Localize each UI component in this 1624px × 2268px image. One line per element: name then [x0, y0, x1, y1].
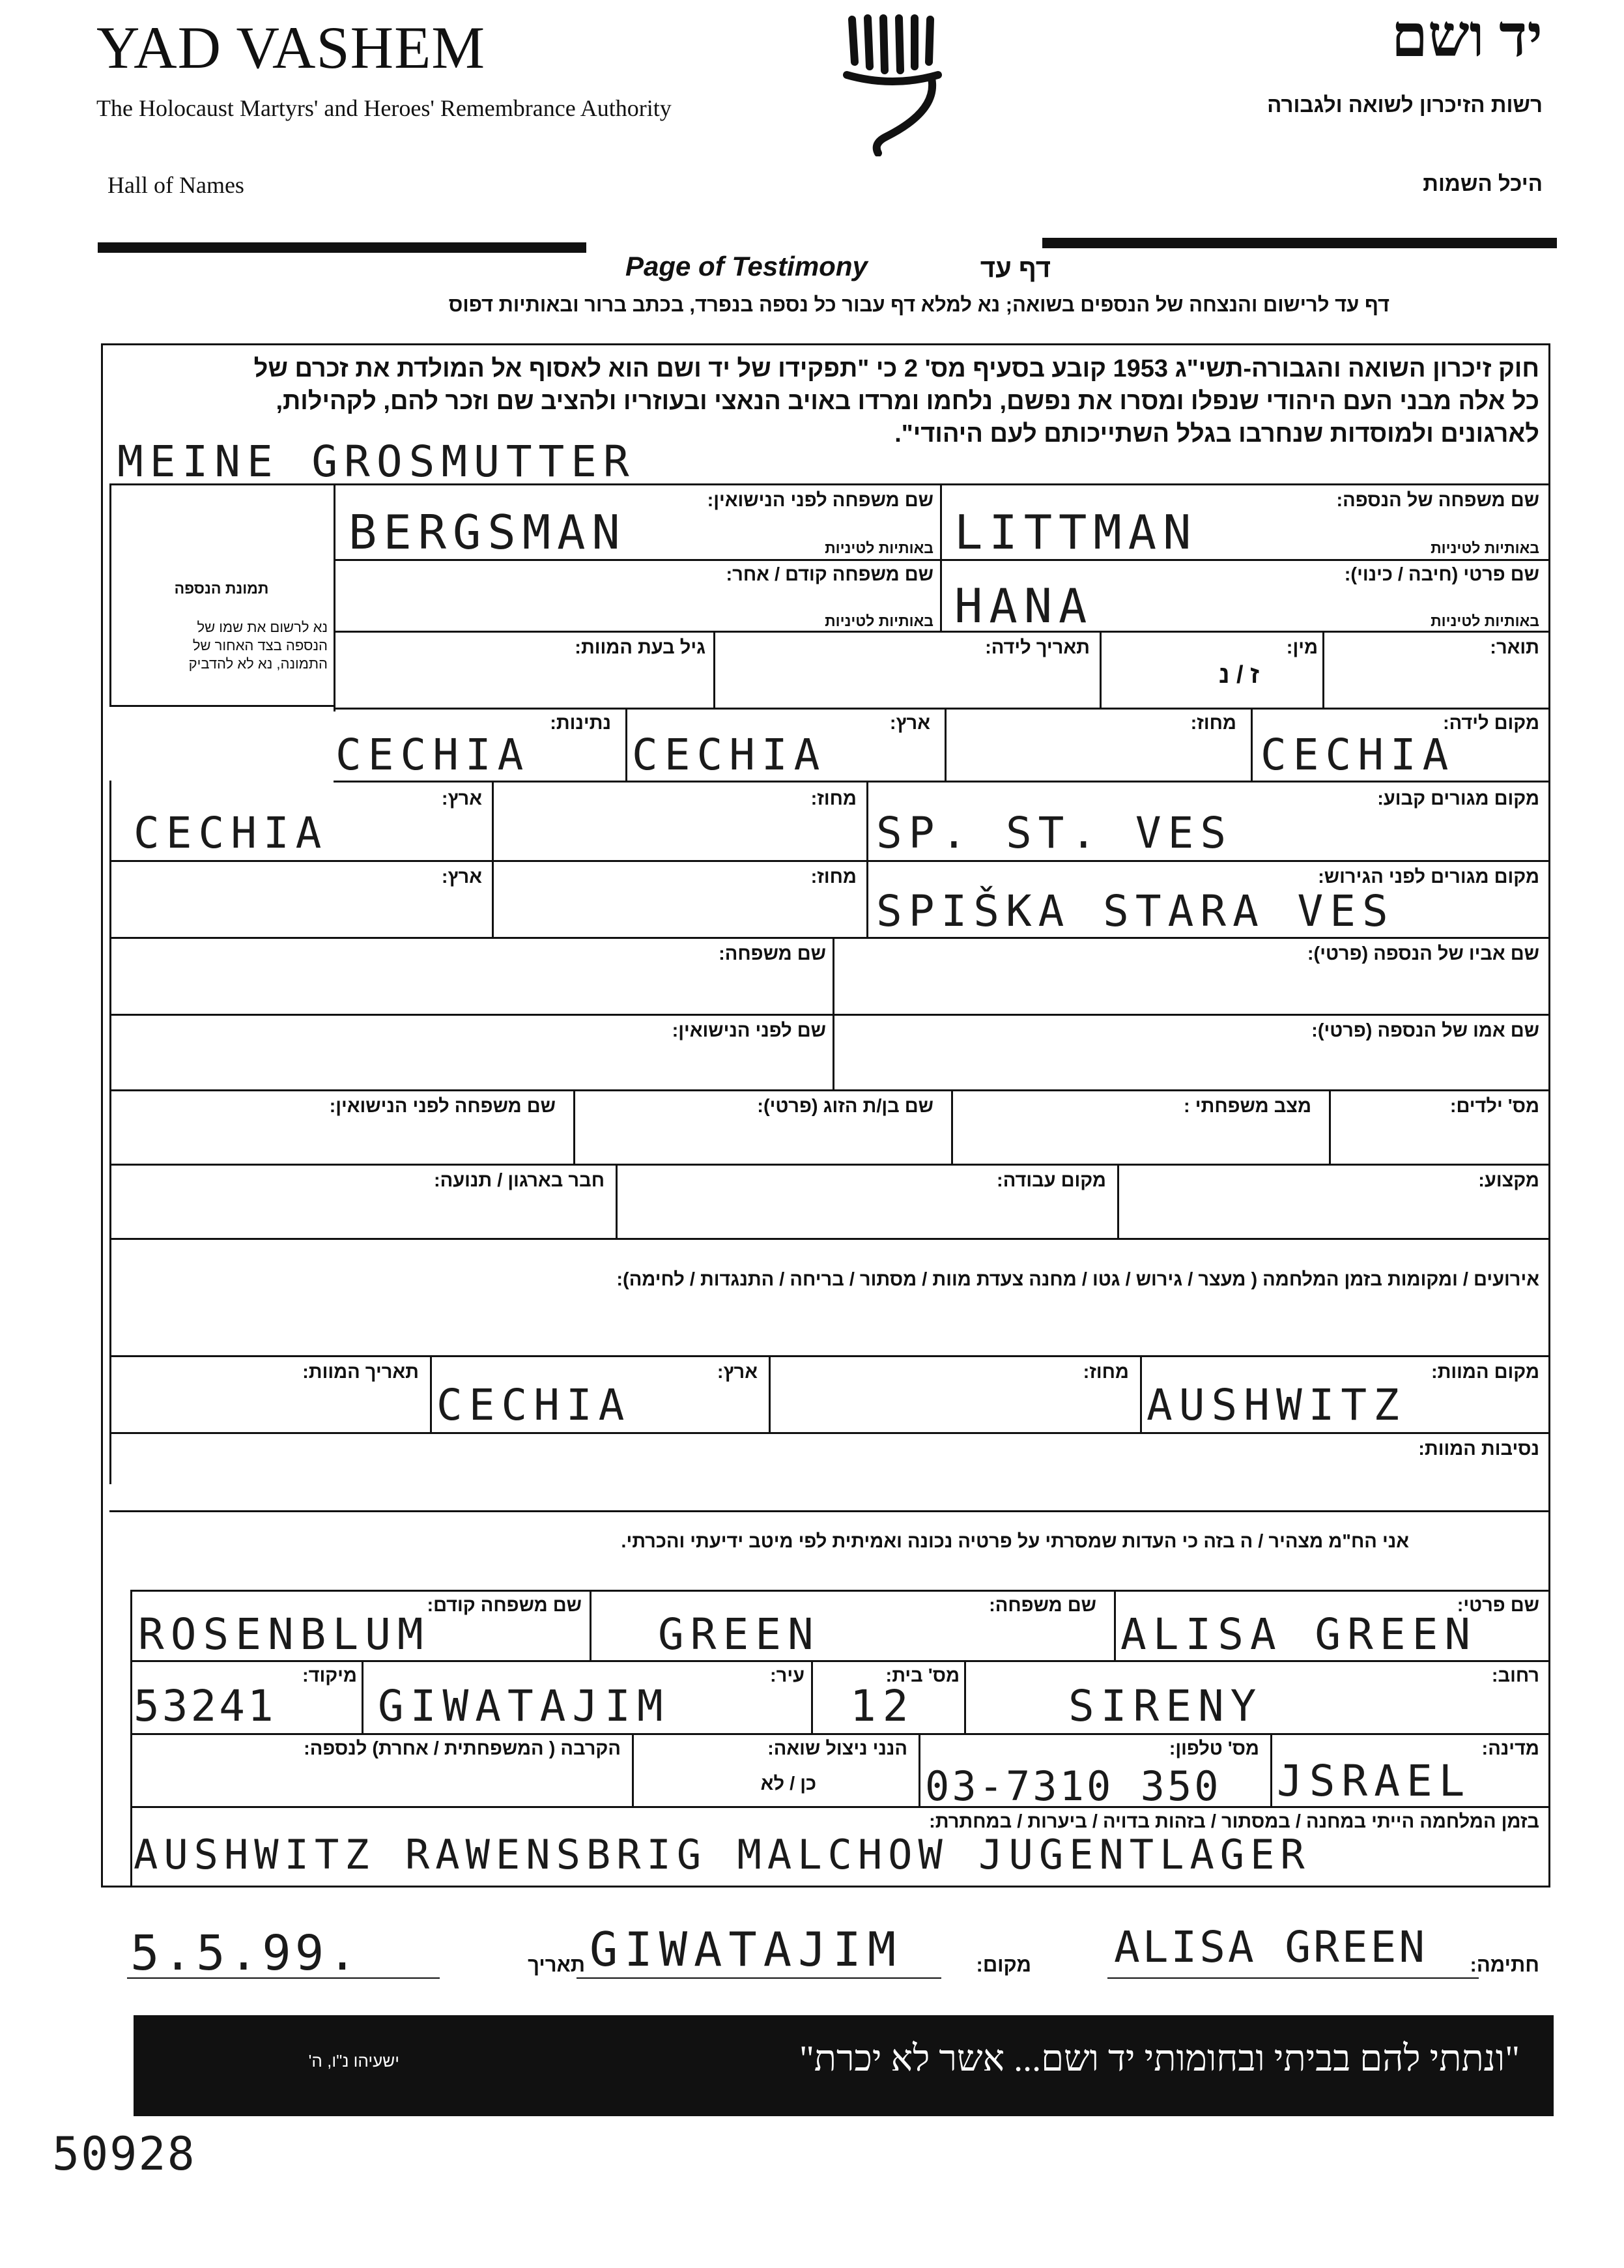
age-at-death-label: גיל בעת המוות:: [575, 637, 705, 658]
submitter-prev-label: שם משפחה קודם:: [427, 1595, 582, 1616]
children-count-label: מס' ילדים:: [1449, 1096, 1539, 1117]
mother-maiden-label: שם לפני הנישואין:: [672, 1020, 826, 1041]
spouse-name-label: שם בן/ת הזוג (פרטי):: [757, 1096, 933, 1117]
workplace-label: מקום עבודה:: [997, 1170, 1106, 1191]
survivor-options[interactable]: כן / לא: [760, 1773, 816, 1794]
birth-place-label: מקום לידה:: [1442, 713, 1539, 734]
place-value[interactable]: GIWATAJIM: [590, 1922, 903, 1977]
zip-label: מיקוד:: [302, 1665, 357, 1686]
title-label: תואר:: [1490, 637, 1539, 658]
death-region-label: מחוז:: [1083, 1362, 1129, 1383]
death-date-label: תאריך המוות:: [302, 1362, 419, 1383]
first-latin-hint: באותיות לטיניות: [1431, 612, 1539, 629]
marital-status-label: מצב משפחתי :: [1184, 1096, 1311, 1117]
residence-label: מקום מגורים קבוע:: [1377, 788, 1539, 809]
submitter-first-value[interactable]: ALISA GREEN: [1120, 1609, 1477, 1659]
relation-handwritten[interactable]: MEINE GROSMUTTER: [117, 437, 636, 487]
deport-region-label: מחוז:: [810, 867, 857, 887]
photo-note-3: התמונה, נא לא להדביק: [188, 655, 328, 672]
org-subtitle-en: The Holocaust Martyrs' and Heroes' Remembrance Authority: [96, 95, 672, 121]
org-subtitle-he: רשות הזיכרון לשואה ולגבורה: [1267, 93, 1543, 117]
death-country-label: ארץ:: [717, 1362, 758, 1383]
place-label: מקום:: [976, 1953, 1031, 1976]
maiden-name-label: שם משפחה לפני הנישואין:: [707, 490, 933, 511]
org-name-en: YAD VASHEM: [96, 14, 486, 81]
father-family-label: שם משפחה:: [719, 943, 826, 964]
street-label: רחוב:: [1491, 1665, 1539, 1686]
death-place-label: מקום המוות:: [1431, 1362, 1539, 1383]
title-en: Page of Testimony: [625, 251, 868, 281]
law-text-line-2: כל אלה מבני העם היהודי שנפלו ומסרו את נפשם, נלחמו ומרדו באויב הנאצי ובעוזריו ולהציב שם וזכר להם, לקהילות,: [276, 388, 1539, 415]
date-value[interactable]: 5.5.99.: [130, 1925, 361, 1981]
deport-residence-label: מקום מגורים לפני הגירוש:: [1318, 867, 1539, 887]
date-label: תאריך: [528, 1953, 585, 1976]
maiden-latin-hint: באותיות לטיניות: [825, 539, 933, 556]
birth-region-label: מחוז:: [1190, 713, 1236, 734]
family-name-label: שם משפחה של הנספה:: [1336, 490, 1539, 511]
city-value[interactable]: GIWATAJIM: [378, 1681, 670, 1731]
residence-country-label: ארץ:: [441, 788, 482, 809]
family-latin-hint: באותיות לטיניות: [1431, 539, 1539, 556]
relation-label: הקרבה ( המשפחתית / אחרת) לנספה:: [304, 1738, 621, 1759]
title-bar-left: [98, 242, 586, 253]
house-number-label: מס' בית:: [885, 1665, 960, 1686]
country-value[interactable]: JSRAEL: [1277, 1756, 1472, 1806]
death-region-value[interactable]: AUSHWITZ: [1147, 1380, 1406, 1430]
archive-number: 50928: [52, 2127, 196, 2181]
submitter-wartime-label: בזמן המלחמה הייתי במחנה / במסתור / בזהות בדויה / ביערות / במחתרת:: [929, 1811, 1539, 1832]
dob-label: תאריך לידה:: [985, 637, 1090, 658]
signature-label: חתימה:: [1470, 1953, 1539, 1976]
house-number-value[interactable]: 12: [850, 1681, 915, 1731]
city-label: עיר:: [769, 1665, 805, 1686]
declaration-text: אני הח"מ מצהיר / ה בזה כי העדות שמסרתי על פרטיה נכונה ואמיתית לפי מיטב ידיעתי והכרתי.: [621, 1531, 1409, 1552]
spouse-maiden-label: שם משפחה לפני הנישואין:: [329, 1096, 556, 1117]
sex-label: מין:: [1286, 637, 1318, 658]
sex-value[interactable]: ז / נ: [1219, 661, 1259, 689]
survivor-label: הנני ניצול שואה:: [767, 1738, 907, 1759]
residence-value[interactable]: SP. ST. VES: [876, 808, 1233, 858]
instructions-he: דף עד לרישום והנצחה של הנספים בשואה; נא למלא דף עבור כל נספה בנפרד, בכתב ברור ובאותיות דפוס: [448, 293, 1389, 316]
title-he: דף עד: [980, 254, 1051, 283]
menorah-logo-icon: [840, 13, 945, 156]
birth-place-value[interactable]: CECHIA: [1261, 730, 1455, 780]
photo-note-2: הנספה בצד האחור של: [192, 637, 328, 653]
wartime-events-label: אירועים / ומקומות בזמן המלחמה ( מעצר / גירוש / גטו / מחנה צעדת מוות / מסתור / בריחה / התנגדות / לחימה):: [616, 1269, 1539, 1290]
death-country-value[interactable]: CECHIA: [436, 1380, 631, 1430]
banner-quote: "ונתתי להם בביתי ובחומותי יד ושם... אשר לא יכרת": [799, 2039, 1520, 2079]
phone-label: מס' טלפון:: [1169, 1738, 1259, 1759]
country-label: מדינה:: [1481, 1738, 1539, 1759]
death-circumstances-label: נסיבות המוות:: [1418, 1439, 1539, 1459]
submitter-prev-value[interactable]: ROSENBLUM: [138, 1609, 430, 1659]
family-name-value[interactable]: LITTMAN: [954, 505, 1198, 560]
prev-latin-hint: באותיות לטיניות: [825, 612, 933, 629]
nationality-label: נתינות:: [550, 713, 611, 734]
hall-of-names-he: היכל השמות: [1423, 171, 1543, 195]
deport-residence-value[interactable]: SPIŠKA STARA VES: [876, 886, 1395, 936]
first-name-value[interactable]: HANA: [954, 579, 1094, 633]
zip-value[interactable]: 53241: [134, 1681, 276, 1731]
father-name-label: שם אביו של הנספה (פרטי):: [1307, 943, 1539, 964]
signature-value[interactable]: ALISA GREEN: [1114, 1922, 1428, 1972]
submitter-first-label: שם פרטי:: [1457, 1595, 1539, 1616]
submitter-wartime-value[interactable]: AUSHWITZ RAWENSBRIG MALCHOW JUGENTLAGER: [134, 1831, 1311, 1878]
title-bar-right: [1042, 238, 1557, 248]
phone-value[interactable]: 03-7310 350: [925, 1762, 1221, 1810]
prev-name-label: שם משפחה קודם / אחר:: [726, 564, 933, 585]
profession-label: מקצוע:: [1478, 1170, 1539, 1191]
law-text-line-3: לארגונים ולמוסדות שנחרבו בגלל השתייכותם לעם היהודי".: [894, 420, 1539, 448]
photo-label: תמונת הנספה: [174, 580, 269, 597]
banner-source: ישעיהו נ"ו, ה': [308, 2051, 399, 2071]
first-name-label: שם פרטי (חיבה / כינוי):: [1344, 564, 1539, 585]
birth-country-label: ארץ:: [889, 713, 930, 734]
residence-country-value[interactable]: CECHIA: [134, 808, 328, 858]
maiden-name-value[interactable]: BERGSMAN: [349, 505, 627, 560]
organization-label: חבר בארגון / תנועה:: [433, 1170, 605, 1191]
street-value[interactable]: SIRENY: [1068, 1681, 1263, 1731]
deport-country-label: ארץ:: [441, 867, 482, 887]
org-name-he: יד ושם: [1391, 5, 1543, 69]
nationality-value[interactable]: CECHIA: [335, 730, 530, 780]
submitter-family-label: שם משפחה:: [989, 1595, 1096, 1616]
photo-note-1: נא לרשום את שמו של: [197, 619, 328, 635]
birth-country-value[interactable]: CECHIA: [632, 730, 827, 780]
residence-region-label: מחוז:: [810, 788, 857, 809]
submitter-family-value[interactable]: GREEN: [658, 1609, 820, 1659]
mother-name-label: שם אמו של הנספה (פרטי):: [1311, 1020, 1539, 1041]
law-text-line-1: חוק זיכרון השואה והגבורה-תשי"ג 1953 קובע בסעיף מס' 2 כי "תפקידו של יד ושם הוא לאסוף אל המולדת את זכרם של: [253, 355, 1539, 382]
hall-of-names-en: Hall of Names: [107, 172, 244, 198]
